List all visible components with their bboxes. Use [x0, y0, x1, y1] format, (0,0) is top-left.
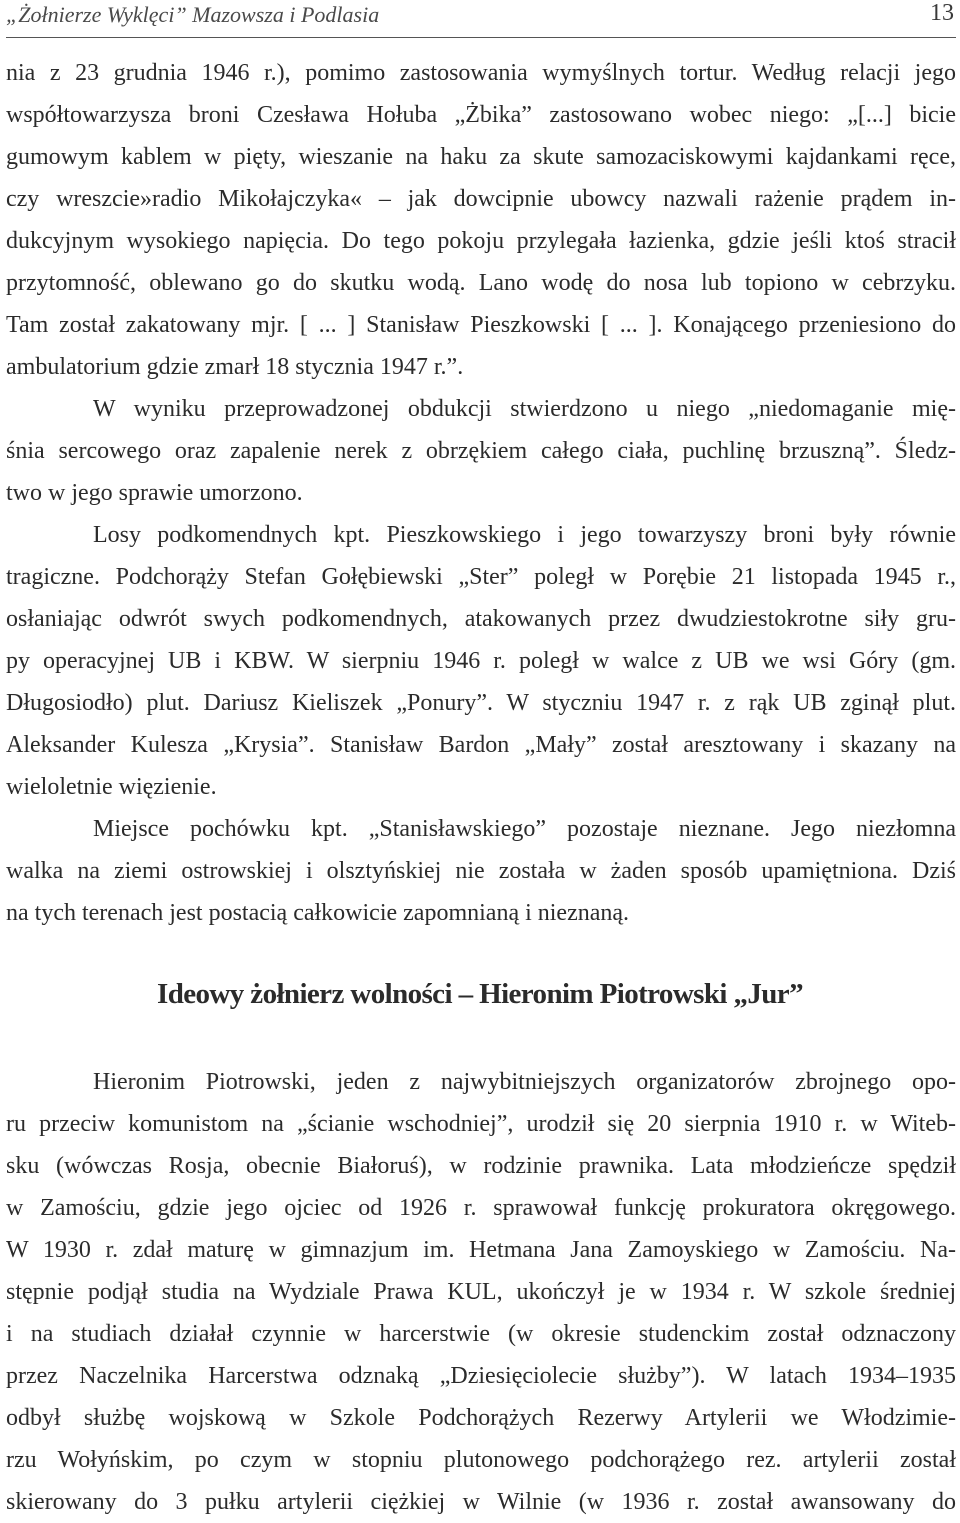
- text-line: Aleksander Kulesza „Krysia”. Stanisław Bardon „Mały” został aresztowany i skazany na: [6, 732, 956, 758]
- text-line: walka na ziemi ostrowskiej i olsztyńskiej nie została w żaden sposób upamiętniona. Dziś: [6, 858, 956, 884]
- text-line: ru przeciw komunistom na „ścianie wschodniej”, urodził się 20 sierpnia 1910 r. w Witeb-: [6, 1111, 956, 1137]
- text-line: odbył służbę wojskową w Szkole Podchorążych Rezerwy Artylerii we Włodzimie-: [6, 1405, 956, 1431]
- text-line: tragiczne. Podchorąży Stefan Gołębiewski „Ster” poległ w Porębie 21 listopada 1945 r.,: [6, 564, 956, 590]
- running-title: „Żołnierze Wyklęci” Mazowsza i Podlasia: [6, 2, 380, 27]
- text-line: ambulatorium gdzie zmarł 18 stycznia 1947 r.”.: [6, 354, 464, 380]
- paragraph-first-line: Losy podkomendnych kpt. Pieszkowskiego i jego towarzyszy broni były równie: [93, 522, 956, 548]
- text-block-bottom: [6, 1061, 956, 1523]
- page-number: 13: [930, 0, 954, 26]
- page-header: [6, 0, 956, 38]
- text-line: śnia sercowego oraz zapalenie nerek z obrzękiem całego ciała, puchlinę brzuszną”. Śledz-: [6, 438, 956, 464]
- section-heading: Ideowy żołnierz wolności – Hieronim Piotrowski „Jur”: [157, 978, 803, 1010]
- text-line: gumowym kablem w pięty, wieszanie na haku za skute samozaciskowymi kajdankami ręce,: [6, 144, 956, 170]
- text-line: skierowany do 3 pułku artylerii ciężkiej w Wilnie (w 1936 r. został awansowany do: [6, 1489, 956, 1515]
- paragraph-first-line: Miejsce pochówku kpt. „Stanisławskiego” pozostaje nieznane. Jego niezłomna: [93, 816, 956, 842]
- text-line: w Zamościu, gdzie jego ojciec od 1926 r. sprawował funkcję prokuratora okręgowego.: [6, 1195, 956, 1221]
- text-line: py operacyjnej UB i KBW. W sierpniu 1946 r. poległ w walce z UB we wsi Góry (gm.: [6, 648, 956, 674]
- text-line: stępnie podjął studia na Wydziale Prawa KUL, ukończył je w 1934 r. W szkole średniej: [6, 1279, 956, 1305]
- paragraph-first-line: Hieronim Piotrowski, jeden z najwybitniejszych organizatorów zbrojnego opo-: [93, 1069, 956, 1095]
- text-line: nia z 23 grudnia 1946 r.), pomimo zastosowania wymyślnych tortur. Według relacji jego: [6, 60, 956, 86]
- text-line: przytomność, oblewano go do skutku wodą. Lano wodę do nosa lub topiono w cebrzyku.: [6, 270, 956, 296]
- text-line: sku (wówczas Rosja, obecnie Białoruś), w rodzinie prawnika. Lata młodzieńcze spędził: [6, 1153, 956, 1179]
- text-line: wieloletnie więzienie.: [6, 774, 217, 800]
- text-line: na tych terenach jest postacią całkowicie zapomnianą i nieznaną.: [6, 900, 630, 926]
- text-line: współtowarzysza broni Czesława Hołuba „Żbika” zastosowano wobec niego: „[...] bicie: [6, 102, 956, 128]
- text-line: osłaniając odwrót swych podkomendnych, atakowanych przez dwudziestokrotne siły gru-: [6, 606, 956, 632]
- text-line: W 1930 r. zdał maturę w gimnazjum im. Hetmana Jana Zamoyskiego w Zamościu. Na-: [6, 1237, 956, 1263]
- text-line: i na studiach działał czynnie w harcerstwie (w okresie studenckim został odznaczony: [6, 1321, 956, 1347]
- text-line: rzu Wołyńskim, po czym w stopniu plutonowego podchorążego rez. artylerii został: [6, 1447, 956, 1473]
- text-line: przez Naczelnika Harcerstwa odznaką „Dziesięciolecie służby”). W latach 1934–1935: [6, 1363, 956, 1389]
- text-line: two w jego sprawie umorzono.: [6, 480, 303, 506]
- text-line: Długosiodło) plut. Dariusz Kieliszek „Ponury”. W styczniu 1947 r. z rąk UB zginął plut.: [6, 690, 956, 716]
- text-line: czy wreszcie»radio Mikołajczyka« – jak dowcipnie ubowcy nazwali rażenie prądem in-: [6, 186, 956, 212]
- paragraph-first-line: W wyniku przeprowadzonej obdukcji stwierdzono u niego „niedomaganie mię-: [93, 396, 956, 422]
- text-line: Tam został zakatowany mjr. [ ... ] Stanisław Pieszkowski [ ... ]. Konającego przeniesiono do: [6, 312, 956, 338]
- text-block-top: [6, 52, 956, 934]
- text-line: dukcyjnym wysokiego napięcia. Do tego pokoju przylegała łazienka, gdzie jeśli ktoś stracił: [6, 228, 956, 254]
